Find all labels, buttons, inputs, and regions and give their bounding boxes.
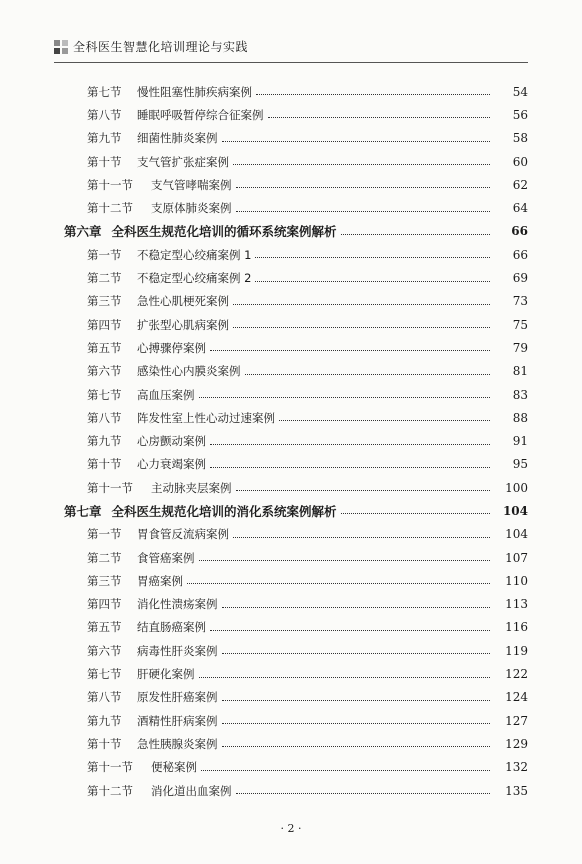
toc-section-entry[interactable] [0, 360, 582, 383]
section-number: 第九节 [87, 131, 122, 146]
dot-leader [279, 420, 490, 421]
section-title: 病毒性肝炎案例 [137, 643, 218, 658]
dot-leader [210, 467, 490, 468]
page-ref: 58 [512, 131, 528, 146]
section-title: 支气管扩张症案例 [137, 154, 229, 169]
toc-section-entry[interactable] [0, 173, 582, 196]
page-ref: 81 [512, 364, 528, 379]
page-ref: 75 [512, 317, 528, 332]
page-ref: 60 [512, 154, 528, 169]
chapter-title: 全科医生规范化培训的消化系统案例解析 [111, 503, 337, 519]
toc-section-entry[interactable] [0, 80, 582, 103]
page-ref: 122 [505, 667, 528, 682]
section-title: 心房颤动案例 [137, 434, 206, 449]
toc-section-entry[interactable] [0, 266, 582, 289]
toc-section-entry[interactable] [0, 476, 582, 499]
section-title: 睡眠呼吸暂停综合征案例 [137, 107, 264, 122]
dot-leader [255, 281, 490, 282]
section-title: 主动脉夹层案例 [151, 480, 232, 495]
dot-leader [187, 583, 490, 584]
toc-section-entry[interactable] [0, 336, 582, 359]
toc-section-entry[interactable] [0, 150, 582, 173]
dot-leader [222, 653, 491, 654]
toc-section-entry[interactable] [0, 453, 582, 476]
section-title: 胃癌案例 [137, 573, 183, 588]
toc-section-entry[interactable] [0, 662, 582, 685]
toc-section-entry[interactable] [0, 779, 582, 802]
section-title: 消化道出血案例 [151, 783, 232, 798]
dot-leader [222, 607, 491, 608]
page-ref: 88 [512, 410, 528, 425]
section-number: 第十一节 [87, 480, 133, 495]
dot-leader [256, 94, 490, 95]
section-number: 第十节 [87, 154, 122, 169]
section-number: 第一节 [87, 247, 122, 262]
dot-leader [210, 444, 490, 445]
toc-section-entry[interactable] [0, 686, 582, 709]
section-number: 第八节 [87, 107, 122, 122]
page-ref: 132 [505, 760, 528, 775]
toc-section-entry[interactable] [0, 383, 582, 406]
dot-leader [199, 397, 491, 398]
toc-section-entry[interactable] [0, 523, 582, 546]
section-title: 心搏骤停案例 [137, 340, 206, 355]
toc-chapter-entry[interactable] [0, 499, 582, 522]
dot-leader [233, 164, 490, 165]
page-ref: 104 [502, 503, 528, 518]
section-number: 第五节 [87, 620, 122, 635]
section-title: 食管癌案例 [137, 550, 195, 565]
toc-section-entry[interactable] [0, 709, 582, 732]
section-number: 第五节 [87, 340, 122, 355]
section-title: 肝硬化案例 [137, 667, 195, 682]
dot-leader [236, 793, 491, 794]
toc-section-entry[interactable] [0, 127, 582, 150]
section-title: 原发性肝癌案例 [137, 690, 218, 705]
section-number: 第三节 [87, 294, 122, 309]
dot-leader [233, 537, 490, 538]
section-number: 第十节 [87, 736, 122, 751]
toc-section-entry[interactable] [0, 569, 582, 592]
toc-section-entry[interactable] [0, 732, 582, 755]
section-number: 第九节 [87, 434, 122, 449]
section-number: 第十节 [87, 457, 122, 472]
section-title: 不稳定型心绞痛案例 2 [137, 271, 252, 286]
section-number: 第六节 [87, 364, 122, 379]
toc-chapter-entry[interactable] [0, 220, 582, 243]
dot-leader [245, 374, 491, 375]
page-ref: 104 [505, 527, 528, 542]
page-ref: 124 [505, 690, 528, 705]
section-title: 酒精性肝病案例 [137, 713, 218, 728]
section-number: 第四节 [87, 317, 122, 332]
page-ref: 73 [512, 294, 528, 309]
page-ref: 113 [505, 597, 528, 612]
section-title: 扩张型心肌病案例 [137, 317, 229, 332]
toc-section-entry[interactable] [0, 593, 582, 616]
page-ref: 79 [512, 340, 528, 355]
section-number: 第二节 [87, 271, 122, 286]
book-title: 全科医生智慧化培训理论与实践 [73, 40, 249, 54]
page-ref: 64 [512, 201, 528, 216]
page-ref: 56 [512, 107, 528, 122]
section-number: 第三节 [87, 573, 122, 588]
page-ref: 119 [505, 643, 528, 658]
section-number: 第十一节 [87, 177, 133, 192]
dot-leader [199, 677, 491, 678]
section-title: 结直肠癌案例 [137, 620, 206, 635]
toc-section-entry[interactable] [0, 406, 582, 429]
header-rule [54, 62, 528, 63]
page-ref: 129 [505, 736, 528, 751]
section-title: 急性胰腺炎案例 [137, 736, 218, 751]
toc-section-entry[interactable] [0, 243, 582, 266]
section-number: 第八节 [87, 410, 122, 425]
dot-leader [222, 700, 491, 701]
section-number: 第十一节 [87, 760, 133, 775]
section-number: 第四节 [87, 597, 122, 612]
section-number: 第十二节 [87, 201, 133, 216]
chapter-number: 第六章 [64, 224, 102, 240]
dot-leader [255, 257, 490, 258]
table-of-contents [0, 80, 582, 802]
section-number: 第二节 [87, 550, 122, 565]
dot-leader [233, 327, 490, 328]
dot-leader [236, 187, 491, 188]
section-number: 第七节 [87, 387, 122, 402]
section-number: 第八节 [87, 690, 122, 705]
page-ref: 100 [505, 480, 528, 495]
section-number: 第一节 [87, 527, 122, 542]
section-title: 感染性心内膜炎案例 [137, 364, 241, 379]
toc-section-entry[interactable] [0, 639, 582, 662]
page-ref: 127 [505, 713, 528, 728]
page-ref: 62 [512, 177, 528, 192]
toc-section-entry[interactable] [0, 616, 582, 639]
page-ref: 116 [505, 620, 528, 635]
section-title: 高血压案例 [137, 387, 195, 402]
section-title: 阵发性室上性心动过速案例 [137, 410, 275, 425]
section-title: 支原体肺炎案例 [151, 201, 232, 216]
section-number: 第七节 [87, 667, 122, 682]
chapter-number: 第七章 [64, 503, 102, 519]
dot-leader [268, 117, 491, 118]
dot-leader [210, 350, 490, 351]
page-ref: 135 [505, 783, 528, 798]
dot-leader [199, 560, 491, 561]
section-title: 急性心肌梗死案例 [137, 294, 229, 309]
toc-section-entry[interactable] [0, 756, 582, 779]
running-header [54, 38, 248, 55]
dot-leader [236, 211, 491, 212]
chapter-title: 全科医生规范化培训的循环系统案例解析 [111, 224, 337, 240]
section-title: 支气管哮喘案例 [151, 177, 232, 192]
section-title: 慢性阻塞性肺疾病案例 [137, 84, 252, 99]
page-ref: 66 [512, 247, 528, 262]
page-ref: 66 [511, 224, 528, 239]
section-number: 第六节 [87, 643, 122, 658]
book-logo-icon [54, 40, 68, 54]
dot-leader [201, 770, 490, 771]
page-ref: 54 [512, 84, 528, 99]
toc-section-entry[interactable] [0, 546, 582, 569]
toc-section-entry[interactable] [0, 196, 582, 219]
page-ref: 69 [512, 271, 528, 286]
page-number: · 2 · [280, 822, 302, 835]
section-title: 不稳定型心绞痛案例 1 [137, 247, 252, 262]
page-ref: 91 [512, 434, 528, 449]
section-title: 细菌性肺炎案例 [137, 131, 218, 146]
section-number: 第七节 [87, 84, 122, 99]
section-title: 消化性溃疡案例 [137, 597, 218, 612]
page-ref: 95 [512, 457, 528, 472]
toc-section-entry[interactable] [0, 290, 582, 313]
dot-leader [222, 723, 491, 724]
toc-section-entry[interactable] [0, 313, 582, 336]
page-ref: 107 [505, 550, 528, 565]
dot-leader [210, 630, 490, 631]
section-number: 第十二节 [87, 783, 133, 798]
toc-section-entry[interactable] [0, 103, 582, 126]
dot-leader [222, 141, 491, 142]
dot-leader [233, 304, 490, 305]
toc-section-entry[interactable] [0, 429, 582, 452]
dot-leader [341, 234, 490, 235]
page-ref: 83 [512, 387, 528, 402]
section-title: 便秘案例 [151, 760, 197, 775]
section-title: 胃食管反流病案例 [137, 527, 229, 542]
section-number: 第九节 [87, 713, 122, 728]
dot-leader [222, 746, 491, 747]
section-title: 心力衰竭案例 [137, 457, 206, 472]
dot-leader [236, 490, 491, 491]
page-ref: 110 [505, 573, 528, 588]
dot-leader [341, 513, 490, 514]
